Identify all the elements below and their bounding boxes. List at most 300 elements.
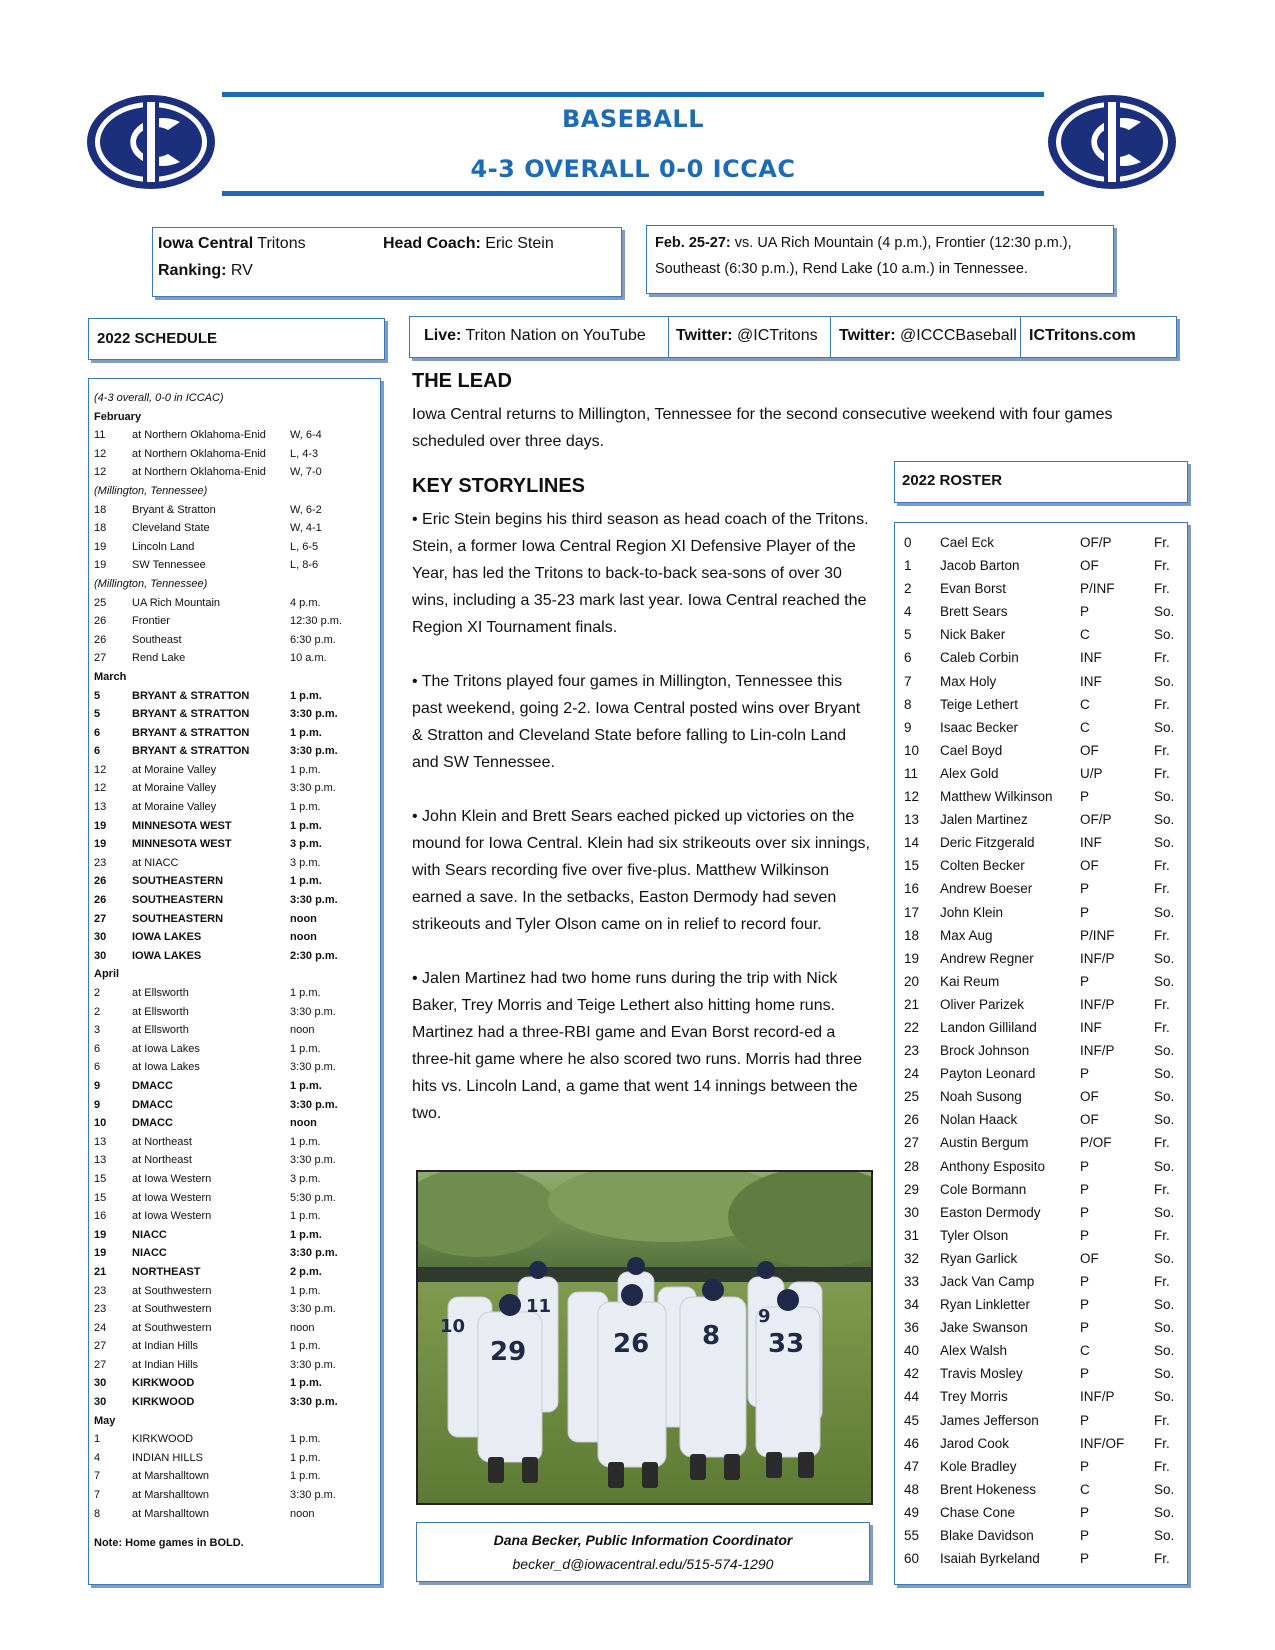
schedule-result: 10 a.m. <box>290 652 327 665</box>
schedule-date: 27 <box>94 1340 107 1353</box>
roster-row <box>895 854 1187 877</box>
player-position: P <box>1080 789 1090 805</box>
schedule-date: 5 <box>94 689 101 702</box>
player-name: Cole Bormann <box>940 1181 1027 1197</box>
roster-row <box>895 1224 1187 1247</box>
schedule-opponent: at Northern Oklahoma-Enid <box>132 447 266 460</box>
storyline-paragraph: • Eric Stein begins his third season as head coach of the Tritons. Stein, a former Iowa Central Region XI Defensive Player of the Year, has led the Tritons to back-to-back sea-sons of over 30 wins, including a 35-23 mark last year. Iowa Central reached the Region XI Tournament finals. <box>412 511 869 636</box>
schedule-opponent: Lincoln Land <box>132 540 195 553</box>
player-name: Jalen Martinez <box>940 812 1028 828</box>
schedule-result: W, 4-1 <box>290 522 322 535</box>
schedule-date: 12 <box>94 447 107 460</box>
player-position: OF <box>1080 558 1099 574</box>
schedule-opponent: at Indian Hills <box>132 1340 199 1353</box>
schedule-result: L, 4-3 <box>290 447 319 460</box>
player-number: 27 <box>904 1135 920 1151</box>
schedule-row <box>89 445 380 464</box>
schedule-row <box>89 724 380 743</box>
schedule-date: 6 <box>94 726 101 739</box>
player-position: P <box>1080 1458 1090 1474</box>
schedule-date: 25 <box>94 596 107 609</box>
upcoming-games-line-2: Southeast (6:30 p.m.), Rend Lake (10 a.m.) in Tennessee. <box>655 261 1028 277</box>
schedule-row <box>89 1189 380 1208</box>
schedule-date: 23 <box>94 1303 107 1316</box>
player-number: 25 <box>904 1089 920 1105</box>
schedule-result: noon <box>290 1321 315 1334</box>
player-number: 13 <box>904 812 920 828</box>
player-number: 15 <box>904 858 920 874</box>
player-position: P <box>1080 1412 1090 1428</box>
player-year: Fr. <box>1154 650 1170 666</box>
schedule-date: 8 <box>94 1507 101 1520</box>
player-name: Alex Walsh <box>940 1343 1008 1359</box>
schedule-date: 4 <box>94 1451 101 1464</box>
roster-row <box>895 1108 1187 1131</box>
schedule-row <box>89 1356 380 1375</box>
player-year: Fr. <box>1154 742 1170 758</box>
title-banner <box>222 92 1044 196</box>
roster-row <box>895 646 1187 669</box>
schedule-opponent: INDIAN HILLS <box>132 1451 203 1464</box>
roster-row <box>895 924 1187 947</box>
schedule-row <box>89 1058 380 1077</box>
roster-row <box>895 670 1187 693</box>
schedule-result: 1 p.m. <box>290 689 322 702</box>
player-number: 48 <box>904 1481 920 1497</box>
roster-row <box>895 1247 1187 1270</box>
player-year: So. <box>1154 789 1175 805</box>
roster-row <box>895 762 1187 785</box>
player-name: Landon Gilliland <box>940 1019 1037 1035</box>
schedule-date: 26 <box>94 875 107 888</box>
player-position: C <box>1080 1343 1090 1359</box>
player-position: P <box>1080 1066 1090 1082</box>
roster-row <box>895 554 1187 577</box>
schedule-result: 3:30 p.m. <box>290 1358 336 1371</box>
player-name: Kai Reum <box>940 973 1000 989</box>
player-name: Andrew Boeser <box>940 881 1033 897</box>
player-year: Fr. <box>1154 881 1170 897</box>
roster-row <box>895 877 1187 900</box>
schedule-opponent: at Ellsworth <box>132 987 189 999</box>
player-number: 19 <box>904 950 920 966</box>
schedule-row <box>89 631 380 650</box>
schedule-row <box>89 742 380 761</box>
player-number: 21 <box>904 996 920 1012</box>
player-number: 45 <box>904 1412 920 1428</box>
schedule-note-row <box>89 575 380 594</box>
schedule-result: 1 p.m. <box>290 801 321 814</box>
schedule-row <box>89 761 380 780</box>
schedule-result: 1 p.m. <box>290 1451 321 1464</box>
schedule-row <box>89 1003 380 1022</box>
schedule-result: 3:30 p.m. <box>290 1005 336 1018</box>
schedule-opponent: Bryant & Stratton <box>132 503 216 516</box>
schedule-date: 6 <box>94 1042 101 1055</box>
schedule-row <box>89 891 380 910</box>
player-year: Fr. <box>1154 535 1170 550</box>
schedule-opponent: at Iowa Lakes <box>132 1061 200 1074</box>
player-name: Chase Cone <box>940 1504 1016 1520</box>
schedule-result: 1 p.m. <box>290 1210 321 1223</box>
player-number: 23 <box>904 1043 920 1059</box>
player-name: Easton Dermody <box>940 1204 1041 1220</box>
schedule-row <box>89 594 380 613</box>
schedule-date: 27 <box>94 1358 107 1371</box>
schedule-row <box>89 1114 380 1133</box>
schedule-opponent: NIACC <box>132 1247 167 1260</box>
schedule-opponent: SW Tennessee <box>132 559 206 572</box>
player-position: P <box>1080 1366 1090 1382</box>
player-number: 10 <box>904 742 920 758</box>
player-number: 42 <box>904 1366 920 1382</box>
ranking: Ranking: RV <box>158 262 253 279</box>
roster-row <box>895 1085 1187 1108</box>
team-photo <box>416 1170 873 1505</box>
jersey-number: 10 <box>440 1316 466 1337</box>
player-name: Isaac Becker <box>940 719 1019 735</box>
schedule-opponent: at Moraine Valley <box>132 801 217 814</box>
schedule-opponent: at NIACC <box>132 856 179 869</box>
roster-row <box>895 901 1187 924</box>
schedule-date: 21 <box>94 1265 107 1278</box>
roster-row <box>895 1062 1187 1085</box>
schedule-result: 1 p.m. <box>290 1228 322 1241</box>
schedule-date: 26 <box>94 633 107 646</box>
player-position: P <box>1080 1158 1090 1174</box>
schedule-result: 1 p.m. <box>290 1340 321 1353</box>
player-number: 33 <box>904 1274 920 1289</box>
player-year: So. <box>1154 950 1175 966</box>
player-year: Fr. <box>1154 1435 1170 1451</box>
roster-row <box>895 1178 1187 1201</box>
schedule-date: 13 <box>94 1154 107 1167</box>
schedule-result: W, 6-2 <box>290 503 322 516</box>
player-position: P <box>1080 973 1090 989</box>
player-year: So. <box>1154 1528 1175 1544</box>
player-name: Austin Bergum <box>940 1135 1029 1151</box>
roster-row <box>895 693 1187 716</box>
player-position: OF <box>1080 858 1099 874</box>
schedule-opponent: KIRKWOOD <box>132 1433 194 1446</box>
schedule-opponent: at Northeast <box>132 1135 192 1148</box>
player-position: C <box>1080 719 1090 735</box>
player-name: Evan Borst <box>940 581 1007 597</box>
schedule-date: 13 <box>94 1135 107 1148</box>
schedule-row <box>89 1096 380 1115</box>
schedule-result: 3 p.m. <box>290 856 321 869</box>
schedule-date: 7 <box>94 1470 101 1483</box>
player-year: Fr. <box>1154 1019 1170 1035</box>
roster-row <box>895 739 1187 762</box>
roster-row <box>895 600 1187 623</box>
schedule-result: 1 p.m. <box>290 987 321 999</box>
jersey-number: 8 <box>702 1321 721 1351</box>
player-name: James Jefferson <box>940 1412 1039 1428</box>
storylines-heading: KEY STORYLINES <box>412 475 586 497</box>
player-name: Colten Becker <box>940 858 1025 874</box>
schedule-date: 23 <box>94 856 107 869</box>
schedule-date: 12 <box>94 466 107 479</box>
schedule-date: 18 <box>94 522 107 535</box>
player-year: Fr. <box>1154 558 1170 574</box>
schedule-row <box>89 1393 380 1412</box>
player-year: So. <box>1154 1297 1175 1313</box>
schedule-opponent: at Southwestern <box>132 1321 212 1334</box>
player-number: 7 <box>904 673 912 689</box>
roster-row <box>895 1409 1187 1432</box>
schedule-label: (4-3 overall, 0-0 in ICCAC) <box>94 392 224 404</box>
schedule-result: 1 p.m. <box>290 1470 321 1483</box>
iowa-central-logo-icon <box>1045 92 1179 192</box>
schedule-result: 4 p.m. <box>290 596 321 609</box>
schedule-opponent: SOUTHEASTERN <box>132 875 224 888</box>
schedule-opponent: at Iowa Western <box>132 1210 212 1223</box>
schedule-date: 19 <box>94 838 107 851</box>
player-number: 0 <box>904 535 912 550</box>
schedule-row <box>89 779 380 798</box>
schedule-row <box>89 1263 380 1282</box>
player-position: P <box>1080 1227 1090 1243</box>
schedule-date: 2 <box>94 1005 101 1018</box>
schedule-date: 30 <box>94 931 107 944</box>
player-number: 46 <box>904 1435 920 1451</box>
player-name: Caleb Corbin <box>940 650 1019 666</box>
schedule-opponent: at Marshalltown <box>132 1507 210 1520</box>
player-number: 18 <box>904 927 920 943</box>
player-position: C <box>1080 1481 1090 1497</box>
player-name: Anthony Esposito <box>940 1158 1046 1174</box>
player-year: Fr. <box>1154 696 1170 712</box>
player-name: Max Holy <box>940 673 997 689</box>
player-year: So. <box>1154 627 1175 643</box>
roster-row <box>895 1155 1187 1178</box>
schedule-opponent: at Northern Oklahoma-Enid <box>132 466 266 479</box>
schedule-result: 3 p.m. <box>290 1172 321 1185</box>
roster-row <box>895 1131 1187 1154</box>
storylines-text <box>412 506 872 1154</box>
player-name: Teige Lethert <box>940 696 1019 712</box>
roster-row <box>895 716 1187 739</box>
schedule-row <box>89 1467 380 1486</box>
schedule-row <box>89 872 380 891</box>
schedule-row <box>89 984 380 1003</box>
schedule-result: 1 p.m. <box>290 1433 321 1446</box>
player-number: 36 <box>904 1320 920 1336</box>
player-position: INF <box>1080 835 1102 851</box>
player-year: Fr. <box>1154 1181 1170 1197</box>
player-position: P <box>1080 1297 1090 1313</box>
schedule-date: 19 <box>94 559 107 572</box>
schedule-row <box>89 1319 380 1338</box>
player-number: 12 <box>904 789 920 805</box>
schedule-opponent: KIRKWOOD <box>132 1396 195 1409</box>
player-name: Brock Johnson <box>940 1043 1030 1059</box>
schedule-result: 3:30 p.m. <box>290 745 338 758</box>
roster-row <box>895 1201 1187 1224</box>
schedule-date: 10 <box>94 1117 107 1130</box>
schedule-date: 6 <box>94 1061 101 1074</box>
player-year: So. <box>1154 1366 1175 1382</box>
roster-row <box>895 1501 1187 1524</box>
player-name: Max Aug <box>940 927 993 943</box>
schedule-opponent: UA Rich Mountain <box>132 596 221 609</box>
schedule-row <box>89 835 380 854</box>
schedule-date: 9 <box>94 1079 101 1092</box>
schedule-opponent: DMACC <box>132 1117 173 1130</box>
schedule-row <box>89 1040 380 1059</box>
schedule-result: 3:30 p.m. <box>290 1098 338 1111</box>
schedule-row <box>89 854 380 873</box>
schedule-opponent: Southeast <box>132 633 182 646</box>
player-name: John Klein <box>940 904 1004 920</box>
schedule-result: 3:30 p.m. <box>290 1489 336 1502</box>
player-position: P <box>1080 1504 1090 1520</box>
schedule-result: 1 p.m. <box>290 763 321 776</box>
schedule-opponent: at Iowa Western <box>132 1172 212 1185</box>
schedule-note-row <box>89 482 380 501</box>
schedule-result: 3:30 p.m. <box>290 1303 336 1316</box>
schedule-row <box>89 426 380 445</box>
player-position: P <box>1080 1274 1090 1289</box>
player-year: So. <box>1154 812 1175 828</box>
schedule-date: 11 <box>94 429 106 442</box>
player-number: 47 <box>904 1458 920 1474</box>
player-name: Brent Hokeness <box>940 1481 1037 1497</box>
schedule-date: 1 <box>94 1433 101 1446</box>
schedule-date: 19 <box>94 819 107 832</box>
schedule-row <box>89 1374 380 1393</box>
player-name: Brett Sears <box>940 604 1008 620</box>
player-number: 5 <box>904 627 912 643</box>
player-year: So. <box>1154 1112 1175 1128</box>
schedule-row <box>89 1077 380 1096</box>
player-number: 28 <box>904 1158 920 1174</box>
live-stream-link[interactable]: Live: Triton Nation on YouTube <box>424 327 646 344</box>
schedule-row <box>89 612 380 631</box>
contact-info[interactable]: becker_d@iowacentral.edu/515-574-1290 <box>512 1556 774 1572</box>
schedule-row <box>89 1021 380 1040</box>
media-bar <box>409 316 1177 358</box>
schedule-month-header <box>89 408 380 427</box>
team-name: Iowa Central Tritons <box>158 235 306 252</box>
player-number: 22 <box>904 1019 920 1035</box>
schedule-opponent: at Northeast <box>132 1154 192 1167</box>
twitter-icccbaseball-link[interactable]: Twitter: @ICCCBaseball <box>839 327 1017 344</box>
schedule-date: 9 <box>94 1098 101 1111</box>
schedule-list <box>88 378 381 1585</box>
player-name: Jake Swanson <box>940 1320 1028 1336</box>
website-link[interactable]: ICTritons.com <box>1029 327 1136 344</box>
player-year: So. <box>1154 1043 1175 1059</box>
player-number: 24 <box>904 1066 920 1082</box>
schedule-label: April <box>94 968 120 981</box>
schedule-opponent: NORTHEAST <box>132 1265 201 1278</box>
player-position: OF <box>1080 1089 1099 1105</box>
schedule-date: 12 <box>94 782 107 795</box>
schedule-opponent: SOUTHEASTERN <box>132 894 224 907</box>
roster-row <box>895 1385 1187 1408</box>
roster-row <box>895 1339 1187 1362</box>
player-year: Fr. <box>1154 858 1170 874</box>
schedule-row <box>89 928 380 947</box>
schedule-opponent: SOUTHEASTERN <box>132 912 224 925</box>
lead-text: Iowa Central returns to Millington, Tennessee for the second consecutive weekend with four games scheduled over three days. <box>412 406 1113 450</box>
schedule-month-header <box>89 965 380 984</box>
schedule-opponent: DMACC <box>132 1079 173 1092</box>
player-number: 1 <box>904 558 912 574</box>
roster-list <box>894 522 1188 1585</box>
player-name: Oliver Parizek <box>940 996 1025 1012</box>
schedule-result: 1 p.m. <box>290 726 322 739</box>
schedule-note-row <box>89 389 380 408</box>
schedule-opponent: BRYANT & STRATTON <box>132 745 250 758</box>
schedule-row <box>89 1133 380 1152</box>
schedule-result: 6:30 p.m. <box>290 633 336 646</box>
player-name: Travis Mosley <box>940 1366 1023 1382</box>
roster-row <box>895 1039 1187 1062</box>
schedule-result: L, 6-5 <box>290 540 319 553</box>
player-position: P <box>1080 1181 1090 1197</box>
roster-row <box>895 623 1187 646</box>
twitter-ictritons-link[interactable]: Twitter: @ICTritons <box>676 327 818 344</box>
player-year: So. <box>1154 719 1175 735</box>
roster-row <box>895 1362 1187 1385</box>
roster-row <box>895 1524 1187 1547</box>
schedule-label: May <box>94 1414 116 1427</box>
player-position: OF/P <box>1080 812 1112 828</box>
player-year: So. <box>1154 604 1175 620</box>
player-number: 55 <box>904 1528 920 1544</box>
schedule-result: 3:30 p.m. <box>290 1061 336 1074</box>
player-name: Isaiah Byrkeland <box>940 1551 1040 1567</box>
roster-row <box>895 947 1187 970</box>
schedule-opponent: at Northern Oklahoma-Enid <box>132 429 266 442</box>
jersey-number: 33 <box>768 1329 805 1359</box>
schedule-label: (Millington, Tennessee) <box>94 577 208 590</box>
schedule-row <box>89 1430 380 1449</box>
player-name: Ryan Garlick <box>940 1250 1018 1266</box>
schedule-result: 3:30 p.m. <box>290 1396 338 1409</box>
player-number: 60 <box>904 1551 920 1567</box>
schedule-opponent: IOWA LAKES <box>132 931 202 944</box>
schedule-result: 3 p.m. <box>290 838 322 851</box>
schedule-label: February <box>94 410 142 423</box>
player-position: C <box>1080 627 1090 643</box>
schedule-row <box>89 798 380 817</box>
schedule-result: 1 p.m. <box>290 875 322 888</box>
schedule-result: noon <box>290 1117 317 1130</box>
player-year: So. <box>1154 1343 1175 1359</box>
jersey-number: 29 <box>490 1337 527 1367</box>
schedule-opponent: Cleveland State <box>132 522 210 535</box>
schedule-opponent: at Marshalltown <box>132 1489 210 1502</box>
player-position: INF/P <box>1080 1043 1115 1059</box>
schedule-date: 30 <box>94 1396 107 1409</box>
roster-row <box>895 531 1187 554</box>
player-name: Cael Eck <box>940 535 995 550</box>
player-year: So. <box>1154 673 1175 689</box>
schedule-result: W, 6-4 <box>290 429 322 442</box>
player-position: P <box>1080 1551 1090 1567</box>
player-position: P <box>1080 1320 1090 1336</box>
schedule-row <box>89 1337 380 1356</box>
schedule-date: 26 <box>94 894 107 907</box>
player-name: Trey Morris <box>940 1389 1008 1405</box>
player-position: INF/P <box>1080 950 1115 966</box>
schedule-result: 3:30 p.m. <box>290 708 338 721</box>
schedule-opponent: at Ellsworth <box>132 1024 189 1037</box>
